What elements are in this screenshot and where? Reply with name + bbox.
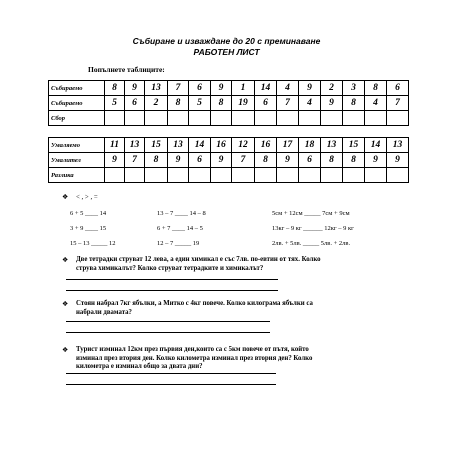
table-cell: 13 <box>387 138 409 153</box>
answer-cell[interactable] <box>145 168 168 183</box>
row-label: Събираемо <box>49 96 105 111</box>
table-cell: 6 <box>189 81 211 96</box>
answer-cell[interactable] <box>343 111 365 126</box>
compare-exercise: 5см + 12см _____ 7см + 9см <box>272 210 350 217</box>
word-problem-1 <box>76 256 321 273</box>
problem-line: струва химикалът? Колко струват тетрадките и химикалът? <box>76 264 264 272</box>
answer-line[interactable] <box>66 384 276 385</box>
answer-cell[interactable] <box>211 111 232 126</box>
compare-exercise: 13кг – 9 кг ______ 12кг – 9 кг <box>272 225 354 232</box>
table-cell: 9 <box>211 81 232 96</box>
table-cell: 11 <box>105 138 125 153</box>
row-label: Сбор <box>49 111 105 126</box>
answer-cell[interactable] <box>321 111 343 126</box>
answer-cell[interactable] <box>277 168 299 183</box>
answer-cell[interactable] <box>105 168 125 183</box>
answer-cell[interactable] <box>299 111 321 126</box>
table-cell: 19 <box>232 96 255 111</box>
answer-cell[interactable] <box>189 168 211 183</box>
table-row <box>49 168 409 183</box>
table-cell: 5 <box>105 96 125 111</box>
answer-cell[interactable] <box>168 111 189 126</box>
answer-cell[interactable] <box>125 168 145 183</box>
table-cell: 7 <box>232 153 255 168</box>
row-label: Разлика <box>49 168 105 183</box>
table-cell: 7 <box>125 153 145 168</box>
addition-table <box>48 80 409 126</box>
row-label: Умаляемо <box>49 138 105 153</box>
diamond-bullet-icon: ❖ <box>62 193 69 201</box>
word-problem-3 <box>76 346 312 372</box>
table-cell: 16 <box>255 138 277 153</box>
table-cell: 8 <box>211 96 232 111</box>
answer-line[interactable] <box>66 279 278 280</box>
table-cell: 9 <box>387 153 409 168</box>
answer-cell[interactable] <box>105 111 125 126</box>
table-row <box>49 153 409 168</box>
compare-exercise: 13 – 7 ____ 14 – 8 <box>157 210 206 217</box>
table-row <box>49 138 409 153</box>
problem-line: Две тетрадки струват 12 лева, а един химикал е със 7лв. по-евтин от тях. Колко <box>76 256 321 263</box>
diamond-bullet-icon: ❖ <box>62 256 69 264</box>
compare-exercise: 6 + 7 ____ 14 – 5 <box>157 225 203 232</box>
table-cell: 8 <box>168 96 189 111</box>
table-cell: 6 <box>125 96 145 111</box>
table-cell: 2 <box>145 96 168 111</box>
answer-cell[interactable] <box>232 168 255 183</box>
worksheet-subtitle: РАБОТЕН ЛИСТ <box>193 47 260 57</box>
answer-cell[interactable] <box>168 168 189 183</box>
problem-line: километра е изминал общо за двата дни? <box>76 363 203 370</box>
table-cell: 13 <box>145 81 168 96</box>
table-cell: 8 <box>255 153 277 168</box>
table-cell: 12 <box>232 138 255 153</box>
table-cell: 8 <box>321 153 343 168</box>
answer-cell[interactable] <box>343 168 365 183</box>
table-cell: 14 <box>189 138 211 153</box>
table-cell: 6 <box>255 96 277 111</box>
instruction-text: Попълнете таблиците: <box>88 65 165 74</box>
table-cell: 6 <box>387 81 409 96</box>
table-row <box>49 111 409 126</box>
answer-line[interactable] <box>66 290 278 291</box>
table-cell: 2 <box>321 81 343 96</box>
answer-line[interactable] <box>66 373 276 374</box>
diamond-bullet-icon: ❖ <box>62 300 69 308</box>
answer-cell[interactable] <box>255 168 277 183</box>
answer-cell[interactable] <box>125 111 145 126</box>
word-problem-2 <box>76 300 313 317</box>
answer-cell[interactable] <box>277 111 299 126</box>
table-cell: 15 <box>343 138 365 153</box>
table-cell: 13 <box>321 138 343 153</box>
problem-line: изминал през втория ден. Колко километра изминал през втория ден? Колко <box>76 354 313 362</box>
table-row <box>49 81 409 96</box>
table-cell: 8 <box>105 81 125 96</box>
table-cell: 8 <box>145 153 168 168</box>
answer-cell[interactable] <box>387 168 409 183</box>
row-label: Умалител <box>49 153 105 168</box>
answer-cell[interactable] <box>211 168 232 183</box>
compare-exercise: 6 + 5 ____ 14 <box>70 210 107 217</box>
compare-exercise: 3 + 9 ____ 15 <box>70 225 107 232</box>
table-cell: 4 <box>365 96 387 111</box>
table-cell: 9 <box>277 153 299 168</box>
table-cell: 3 <box>343 81 365 96</box>
table-cell: 7 <box>168 81 189 96</box>
answer-cell[interactable] <box>232 111 255 126</box>
answer-cell[interactable] <box>145 111 168 126</box>
problem-line: набрали двамата? <box>76 308 132 316</box>
compare-exercise: 2лв. + 5лв. _____ 5лв. + 2лв. <box>272 240 351 247</box>
answer-cell[interactable] <box>365 168 387 183</box>
table-cell: 8 <box>365 81 387 96</box>
table-cell: 15 <box>145 138 168 153</box>
table-row <box>49 96 409 111</box>
table-cell: 17 <box>277 138 299 153</box>
answer-cell[interactable] <box>255 111 277 126</box>
answer-cell[interactable] <box>299 168 321 183</box>
table-cell: 6 <box>189 153 211 168</box>
compare-exercise: 15 – 13 _____ 12 <box>70 240 116 247</box>
answer-cell[interactable] <box>387 111 409 126</box>
table-cell: 9 <box>168 153 189 168</box>
table-cell: 4 <box>277 81 299 96</box>
table-cell: 6 <box>299 153 321 168</box>
table-cell: 9 <box>365 153 387 168</box>
table-cell: 9 <box>125 81 145 96</box>
table-cell: 13 <box>125 138 145 153</box>
table-cell: 14 <box>255 81 277 96</box>
table-cell: 9 <box>105 153 125 168</box>
problem-line: Стоян набрал 7кг ябълки, а Митко с 4кг повече. Колко килограма ябълки са <box>76 300 313 307</box>
answer-cell[interactable] <box>321 168 343 183</box>
table-cell: 18 <box>299 138 321 153</box>
answer-cell[interactable] <box>189 111 211 126</box>
table-cell: 5 <box>189 96 211 111</box>
table-cell: 9 <box>321 96 343 111</box>
row-label: Събираемо <box>49 81 105 96</box>
answer-line[interactable] <box>66 332 270 333</box>
answer-line[interactable] <box>66 321 270 322</box>
table-cell: 7 <box>387 96 409 111</box>
table-cell: 13 <box>168 138 189 153</box>
table-cell: 9 <box>299 81 321 96</box>
subtraction-table <box>48 137 409 183</box>
table-cell: 9 <box>211 153 232 168</box>
answer-cell[interactable] <box>365 111 387 126</box>
compare-exercise: 12 – 7 _____ 19 <box>157 240 200 247</box>
table-cell: 8 <box>343 96 365 111</box>
table-cell: 16 <box>211 138 232 153</box>
table-cell: 8 <box>343 153 365 168</box>
compare-heading: < , > , = <box>76 194 98 201</box>
table-cell: 4 <box>299 96 321 111</box>
table-cell: 1 <box>232 81 255 96</box>
table-cell: 7 <box>277 96 299 111</box>
problem-line: Турист изминал 12км през първия ден,които са с 5км повече от пътя, който <box>76 346 309 353</box>
diamond-bullet-icon: ❖ <box>62 346 69 354</box>
worksheet-title: Събиране и изваждане до 20 с преминаване <box>132 36 321 46</box>
table-cell: 14 <box>365 138 387 153</box>
